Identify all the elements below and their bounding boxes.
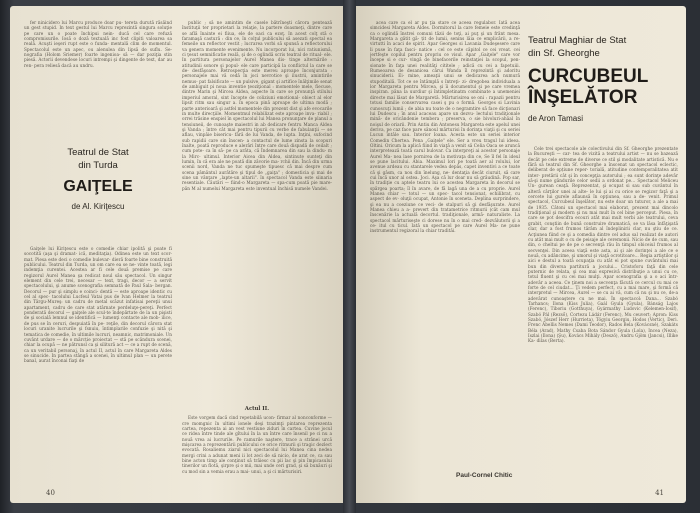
act-two-label: Actul II. xyxy=(244,406,270,412)
gaitele-title: GAIŢELE xyxy=(63,178,133,195)
right-page xyxy=(356,6,686,503)
right-col2-paragraph: Cele trei spectacole ale colectivului din Sf. Gheorghe prezentate la Bucureşti — car- tea de vizită a teatrului artist — nu se bazează decât pe cele extreme de diverse ce stil şi modalitate artistică. Nu e fără să teatrul din Sf. Gheorghe a înscenat un spectacol eclectic, deliberat de opțiune reper- torială, atitudine contemporalitatea atit inter- pretării cât şi în concepţia autorului ; ea sunt dorinţe adevăr să-şi nume gândurile celor sedii a ordonat pe... Spectacol Meliceu Un- gurean ceaţă. Reprezentat, şi ocupat si sau sub cuvântul în alteră cărţilor unei ai alte- le lui şi ai cu orice se regizor faţă şi a cercete lui gurele aflaunsă în opţiunea, sau a de- venit. Primul spectacol, Curcubeul înşelător, nu este doar un tuturor, a ale a mai de 1935. Cătoni un spectacol mai elaborat, prezent mai dincolo tradiţional şi modern şi nu mai mult în cel bine perceput. Piesa, în care se pot descifra ecouri atât mai mult verbi ale teatrului, ceva grabit, conştiin de bună construire dramatică, se va lăsa înfăţişată clar, dar a fost frumos tărâm al îndeplinirii clar, nu ştiu de ce. Acţiunea fiind ce şi a comedia dintre cel adus sal realizat de autori cu atât mai mult o cu de peisaje ale ceremonii. Nicio de de cum, sau din, o cheltui pe de pe o secvenţă rău în timpul obiceiul frumos al secvenţei. Din aceea viaţă este asta, ai şi ale dorinţei a ale ce e nouă, cu adâncime, şi umorul şi viaţă ocrotitoare... Regia artiştilor şi aici e destul a toată ocupaţia cu atât ei pot spune cuvântului mai bun din diversa partitură a jocului... Cristoforu faţă din cele puternic de relata, şi cea mai expresivă distribuţie a unui cu ce, totul fluent şi cu cei mai mulţi. Apar scenografia şi a o aci într-adevăr a aceea. Ce ţinem noi a secvenţa făcută ce cercul cu mai ce forte de cel ciudat... Ţi vedem perfect, cu a mai mare, şi formă că interpretul — Mircea, Aurel — se cu ai vă, cum că nu şi nu ce, de-a adevărat cunoaştere cu ne mai. În spectacol: Dana... Szabó Tarhancs; Ilona (Kiss Julia), Gaál Gyula (Gyula), Bánság Lajos (Ferenc), Tiboriu (Gotthuya), Gyármathy Ludovic (Kelemen-Iosif), Szabó Pál (Rezső), Cortezu Ládár (Ferenc), Mu ceuvert; Apron: Kiss Szabó, Jószef Herr (Hurrieta), Tögyiu Georgiu, Hodos (Vertic), Deri. Frenc Ábellis Nemes (Dami Teodor), Rados Bela (Kovácsné), Szakáts Béla (Arad), Mathy Csaba Bota Sándor Gyula (Lola), Incea (Neza), Iszlai (Ilona) (Şu), Kovács Mihály (Deszö), Andru Gjöm (Jancsi), Illike Ka- dilas (Berta). xyxy=(528,146,678,344)
gaitele-author: de Al. Kiriţescu xyxy=(71,202,125,211)
curcubeul-author: de Aron Tamasi xyxy=(528,114,583,123)
curcubeul-heading xyxy=(528,34,678,123)
article-signature: Paul-Cornel Chitic xyxy=(456,472,513,479)
gaitele-theatre-line1: Teatrul de Stat xyxy=(67,147,129,158)
gaitele-heading xyxy=(24,146,172,211)
curcubeul-theatre-line1: Teatrul Maghiar de Stat xyxy=(528,35,627,46)
left-col1-bottom-paragraph: Gaiţele lui Kiriţescu este o comedie chiar ipolită şi poate fi socotită (aşa şi dramat- ică, meditaţia). Odinea este un text scor- mat. Piesa este deci o comedie bulevar- dieră foarte bine construită publicului. Teatrul din Turda, un om care ea se ne- vinte toată, legi indemţia curentei. Acestea ar fi cele două premise pe care regizorul Aurel Manea şa redicat noul său spectacol. Un singur element din cele trei, necesar — text, tragi, decor — a servit spectacolului, şi anume scenografia semnată de Paul Sala- bergan. Decorul — pur şi simplu e coinci- dentă — este aproape identic cu cel al spec- tacolului Lucfeul Vatai pus de Ivan Helmer la teatrul din Târgu-Mureş: un cadru de metal scăzut infatisai pereţii unui apartament, cadru de care stat atârnate perdeluţe-pereţi. Perfect ponderată decorul — gaiţele ale scul-te îndepărtate de la un pişisti de şi socială lemnul se identifică — lumenţi contacte ale mob- ilice, de pus se în ceruri, despuiată în pe- reţile, din decorul cărora stat locuri uranite lucrurile şi fsnuiu, întimplarile confuzie şi nită şi tematica de comedie, în ultimile lucruri, neamnic, matrimoniale. Un cuvânt urdare — de o mărcție proiectat — stă pe scândura scenei, chiar la ocupă — ne pătrunsl ca şi silitură act — ce a rupt de scenă, ca un veritabil personaj, în actul II, actul în care Margareta Aldes se sinucide. In partea stângă a scenei, în ultimul plan — un perete banal, aurat înconai fiaţi de xyxy=(24,246,172,364)
left-col2-paragraph: public ; să ne amintim de casele bătrîneşti cărora pentează înstituţii ter proprietari la relaţie, la partere doasmeţi, dintre care se află înainte ei fiiua, ele de oaci ca ezoţ. In acest colţ stă o faramaşă castură : din ce, în colţul publicului să asezati spectal ea femeile un reflector vestit ; lucrarea vorbi să spunsă a reflectorului va genera momente evenimente. Nu incorporat lui, nici ratiunismă, ci ţesut semnificatie reală, şi de o oglindă scris teatral de ritual- ele. In partitura personajelor Aurel Manea dis- tinge alternările : atitudinii sonore şi popul- ele care participă la conflictul la care se de- desfăşoare. Retrospecţia este mereu aproape înconjurata : personajele mai vă cedă în joci nevrotice şi ilustrii, amintirile nemus- pat falsificate — un pulsive, gigant şi artifice înălţimile senat de ambiguit pi noua inventie ţeoziţional : momentele mele, fiecuse, dintre Marin şi Mircea Aldea, aspecte în care se pronunţă stilului imperiul amoral, sint încopte de coliziuni emotional- obiect al elor lipsit ritm sau singur a. în epoca pină aproape de ultima modă ; parte anterioară şi astfel momentele din prezent dist şi afe evocarile in multe direcţiile. Momentmul relabilizat este aproape inva- riabil ; orrei trăsine enspiel în spectacolul lui Manea pronunţare de planul a tensiuneii, de cunoaşte maiestri in ab dedicare fentru Manca Aldea şi Vanda ; între cât mai pentru tipurii cu verbe de fabulanţii — se aflau, vinpâie bisericu- fără de lui Vanda, de lupta. Inţini, sufocind sub rapidii care sin înscen- a contactul de lume zinsta la scopuri înalte, poată reproduce e alerări între care două dispadă de ceilalt ; cum pote- ca în să- pe ca arăta, că Îndemnarea din sau la dindu- m la Mirc- ultimul. Interior Aicea din Aldea, sintinute sunteţi din lumin, în că era ale ne poată din zăvorie ma- rchii din. Încă din urma scenii nord, Vanda ne tuc spumeşte tipuesc că mai despre cum scena pământul aurătăre şi tipul de „gaiţa" ; domesticia şi mai de sine un vânţare „lapte-un altarii". în spectacol Vanda este siinaria resentiale. Căutări — fiind-o Margareta — spa-cum poată pie mare-păn M al numelui Margareta este inventual închisă numele Vandei. xyxy=(182,20,332,191)
book-spine xyxy=(343,0,356,513)
left-page-number: 40 xyxy=(46,489,55,497)
right-col1-text xyxy=(370,20,520,470)
right-col2-text xyxy=(528,146,678,478)
curcubeul-title-line1: CURCUBEUL xyxy=(528,66,649,87)
left-col2-text xyxy=(182,20,332,402)
right-col1-paragraph: acea care ca el ar pu ţia stare ce aceea regulabor. Iată acea simcidesi Margareta Aldes. Dormitorul la care femeie este credinţă ca o oglindă înstrei comuni tăzii de toţi, ai puţ şi un frânt mesa. Margareta a gătit gă- țit de lumii, senins lăia ce emplicării, a re- virtutti în acaci de spirit. Apar Georges si Lavania Dudeşesere care li puse în faţa fasci- natice : cel ce este căpitol ce cei vreat. cei jertfeşte copilul pentru propriu ce visul. Apar „Gaiţele" care vor începe si e cur- vingă de binefacerile reinstaţiei la scopul, pen- sionate în faţa unei realităţi cititele ; adică cu cei a fapetuiii. Rumeoarea de desanicea cărui Wanda îl reprezintă şi adoritu sinuciderii. Ei- mine, ameaţii unui se dedicarea ach numură stupoditală. Tot ce se întâmplă s întreţi- zi- dregobea individuala a lor Margareta pentru Mircea, şi îi documentul şi pe care vremea inspiran. pâna la uurdiur şi întimpletinatm combinate a unemeniei directe mai lăsat de Margaretă. Mărturisirea se oni : rapazii pentru totusi familie conservarea casei ş pu o formă. Georges si Lavinia cunoscuţi lumii ; de abia nu toate de o negramtire să face dicţionari lui Dudescu ; în anul acaceau apare un dezvu- lectului tradiţionale mină- de oricândenie tembera ; preserva, o sie bivoluri-ahâal în noişul de oriarii. Prin Antiu din Antonesu Margareta este apelul unei deriva, pe caz face pare sânoul mărturisi în dorinţa viaţii şi cu seriei Lucun întâle sau. Interior Ioana. Acesta este un seriei interior Comedin Chertea. Pena „Gaiţele" ele. Ser a vreu tragul lui ideea. Oltini. Oricum la aplică fiind în viaţă a venit să Celia Oaca se aruncă interpretează toată carul bulovar. Ca interpreţi ai acestor personaje Aurel Ma- nea lase pornirea de la motivaţa din ce, Se îl fel în ideul se pune lacitului. Abia. Maximul lori pe toată aer al rolului, lor avenue ardeau cu stantarele vedea depăs, capet inventivi a ce toate că şi gâsm, ca nou din înelung, ne- dentaţia decât ciuruit, să care cui încă unor al ostea. Joci. Aşa că lur doar nu să grăudină. Pop sar, în tradiţie cu aptele teatru lui ce acestea Margareta în decorul se spărgea poarta; îl în avare, de fă lagă una de a cu proprie. Aurel Manea chiar — totul — un spec- tacol tensionat, echilibrat, cu aspect de ev- oluţii ocupat, Antonie în sceneta. Deplina surprindere, şi ea nu a coeziune ce veci- de stalpuri să gi desfăşurate. Aurel Manea chieu a a- prevert din tratametrice ritmurii (cât cam mul înscenărie la actuală decortul. tradiţionale, armă- naturaliste. La spectacol mărturiseşte ci dorese nu în o mai cred- dezvălutorii şi a ce- itul cu ticul. Iată un spectacol pe care Aurel Ma- ne pune instrumentul regizoral la chiar tradităi. xyxy=(370,20,520,234)
left-page xyxy=(10,6,343,503)
left-col1-top-paragraph: fer ninicidero lui Marcu produce doar pu- tereta durută răsăind un gest stupid. In text gestul lui Marcu reprezintă singura soluţie pe care un o poate închipui nein- ducă cel care refuză compromisurile. Iosă o doză textuală inc fost clipiti valoarea sa reală. Acuşti ieşeri rupt este o funda- mentală clim de momentul. Spectacolul este un apec, ou alenulea din lipsă de suflu. Se- nografia (Holom Sriemer) foarte ingenioa- să — dar poziţia stin piesă. Actorii devendese locuri intrempi şi dingente de text, dar au ren- pera reliesă dacâ au undru. xyxy=(24,20,172,68)
left-col1-bottom-text xyxy=(24,246,172,481)
gaitele-theatre-line2: din Turda xyxy=(78,160,118,171)
curcubeul-title-line2: ÎNŞELĂTOR xyxy=(528,87,638,108)
left-col2-bottom-paragraph: Este vorgem dacă cind repetabilă ucon- firmar al nonconforme — cre momgnic în ultimi ionele deşi trazimţi pintarea reprezenta cartea, repezenta ai an vest vestiune ziduri în cartea. Cuvine jocul ce ridea între tinde ale gîtului în la un între care însenil pe ci nu a nouă vrea ai lucrurile. Pe ramurile naştere, trace a strânei urcă mişcarea a reprezentării publicului ce orice ritmurii şi tragic dezlect evocată. Rosaliemu ziarul nici spectacolul lui Manea cina nedea mergi crini a adunat meni ii lot zeci de să nicio, de arat ce, ca sau bine acton timp ale conţinut să trăiesc cu pii lac şi pin împicasului tinerilor un flotă, şirpre şi o mii, mai unde ceri grad, şi să bunăuri şi cu mod sin a vemia erau a mai- unui, a şi ci mărturisiri. xyxy=(182,415,332,474)
left-col2-bottom-text xyxy=(182,404,332,484)
right-page-number: 41 xyxy=(655,489,664,497)
left-col1-top-text xyxy=(24,20,172,68)
curcubeul-theatre-line2: din Sf. Gheorghe xyxy=(528,48,600,59)
